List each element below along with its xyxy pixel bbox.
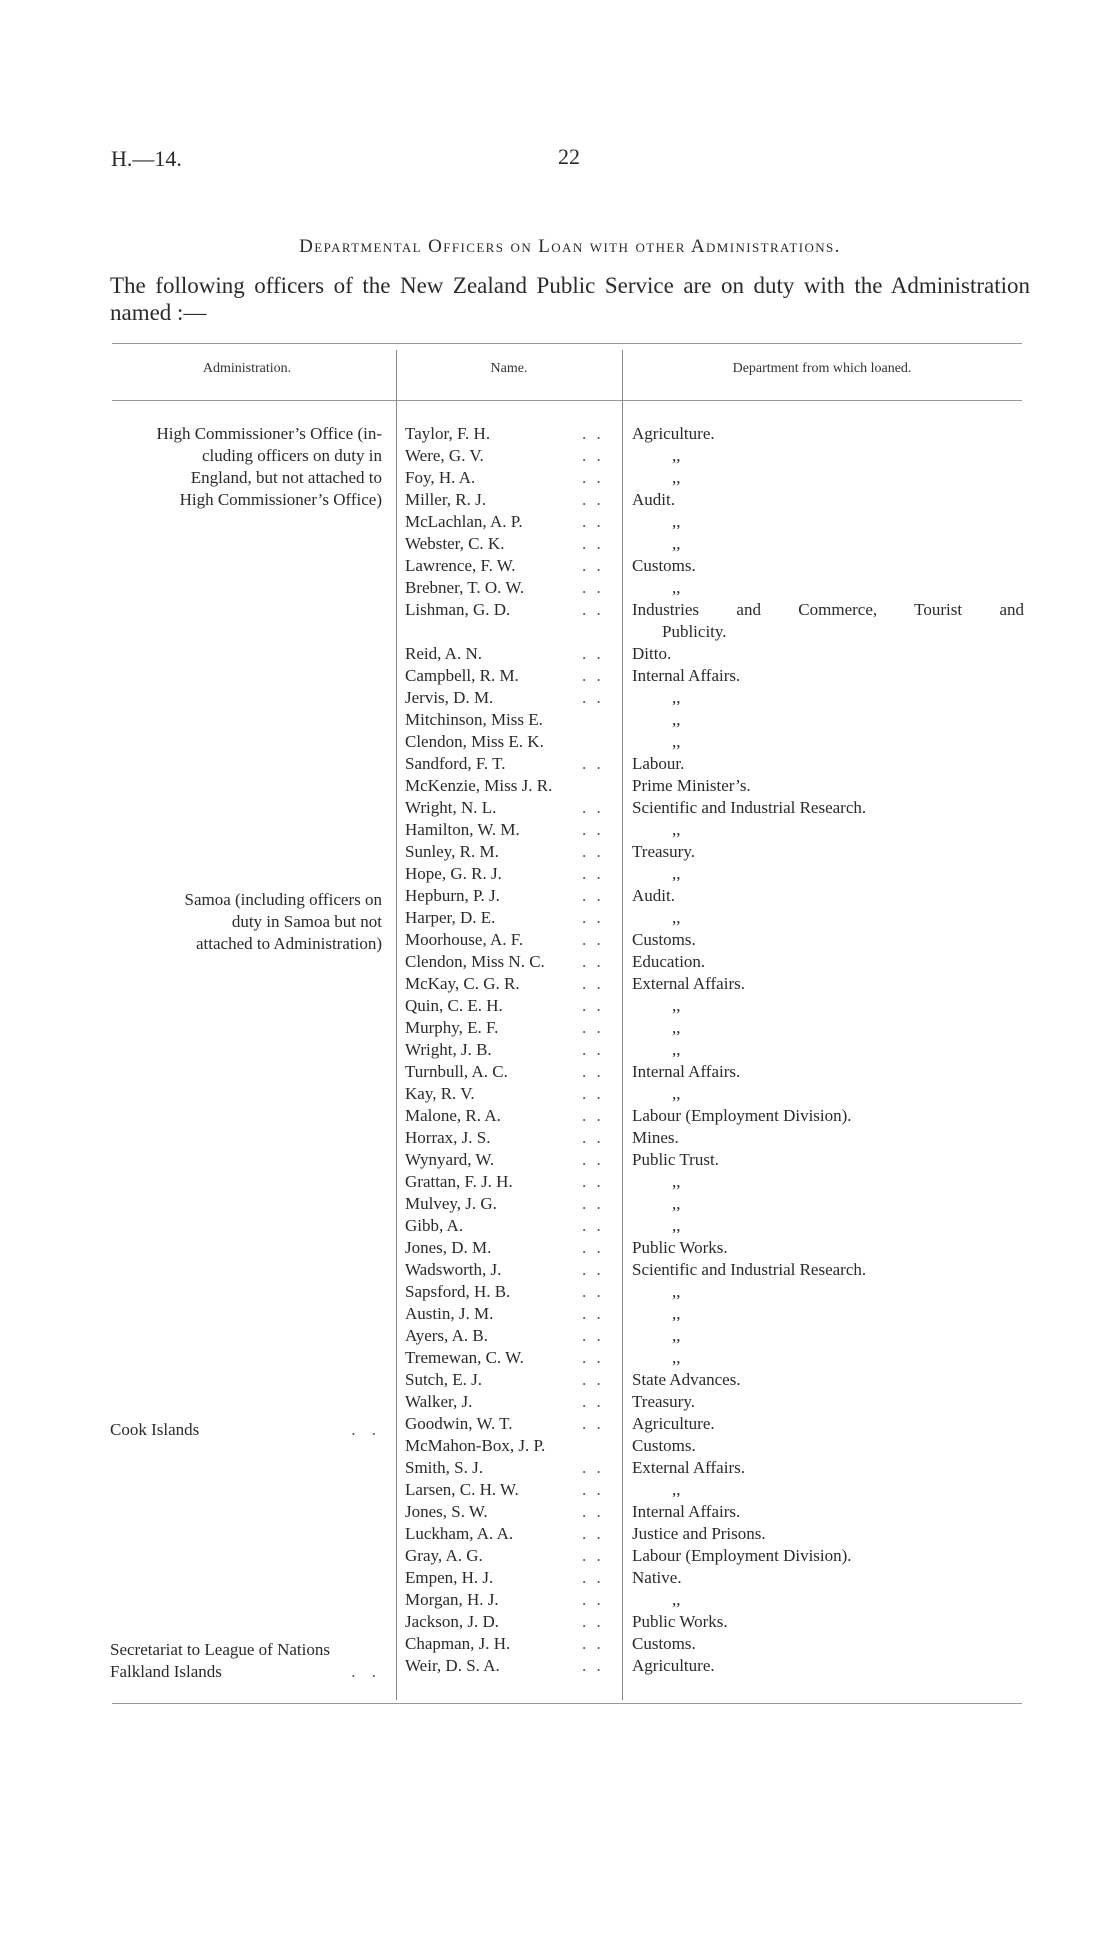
officer-name: Tremewan, C. W. (405, 1348, 524, 1367)
leader-dots: . . (582, 908, 604, 927)
table-row (0, 1039, 1114, 1061)
leader-dots: . . (582, 996, 604, 1015)
department-name: Education. (632, 952, 706, 971)
table-row (0, 775, 1114, 797)
admin-label-line: England, but not attached to (190, 468, 382, 487)
officer-name: Chapman, J. H. (405, 1634, 511, 1653)
ditto-mark: ,, (672, 908, 681, 927)
table-row (0, 1171, 1114, 1193)
ditto-mark: ,, (672, 512, 681, 531)
leader-dots: . . (582, 1194, 604, 1213)
table-row (0, 1127, 1114, 1149)
table-row (0, 1501, 1114, 1523)
department-name: Customs. (632, 556, 696, 575)
officer-name: Malone, R. A. (405, 1106, 501, 1125)
officer-name: Sapsford, H. B. (405, 1282, 511, 1301)
table-row (0, 951, 1114, 973)
leader-dots: . . (582, 1282, 604, 1301)
officer-name: Empen, H. J. (405, 1568, 494, 1587)
officer-name: Lishman, G. D. (405, 600, 511, 619)
department-name: Industries and Commerce, Tourist and (632, 600, 1024, 619)
officer-name: Sandford, F. T. (405, 754, 506, 773)
table-row (0, 1259, 1114, 1281)
officer-name: Sunley, R. M. (405, 842, 499, 861)
department-name: External Affairs. (632, 1458, 745, 1477)
ditto-mark: ,, (672, 688, 681, 707)
leader-dots: . . (582, 1656, 604, 1675)
table-row-continuation (0, 621, 1114, 643)
officer-name: Quin, C. E. H. (405, 996, 503, 1015)
table-row (0, 995, 1114, 1017)
officer-name: Weir, D. S. A. (405, 1656, 500, 1675)
leader-dots: . . (582, 1062, 604, 1081)
leader-dots: . . (582, 798, 604, 817)
ditto-mark: ,, (672, 446, 681, 465)
officer-name: Webster, C. K. (405, 534, 505, 553)
department-name: Justice and Prisons. (632, 1524, 766, 1543)
officer-name: Campbell, R. M. (405, 666, 519, 685)
department-name: Customs. (632, 1436, 696, 1455)
admin-label-line: High Commissioner’s Office) (179, 490, 382, 509)
leader-dots: . . (582, 1260, 604, 1279)
table-row (0, 1237, 1114, 1259)
ditto-mark: ,, (672, 578, 681, 597)
department-name: Treasury. (632, 842, 695, 861)
ditto-mark: ,, (672, 1304, 681, 1323)
table-row (0, 445, 1114, 467)
department-name: Mines. (632, 1128, 679, 1147)
officer-name: Moorhouse, A. F. (405, 930, 524, 949)
ditto-mark: ,, (672, 468, 681, 487)
table-bottom-rule (112, 1703, 1022, 1704)
leader-dots: . . (582, 644, 604, 663)
officer-name: Goodwin, W. T. (405, 1414, 513, 1433)
table-row (0, 1303, 1114, 1325)
officer-name: Grattan, F. J. H. (405, 1172, 513, 1191)
page-number: 22 (558, 144, 580, 169)
department-name: Agriculture. (632, 1414, 715, 1433)
leader-dots: . . (582, 1128, 604, 1147)
table-row (0, 841, 1114, 863)
table-row (0, 687, 1114, 709)
table-row (0, 1105, 1114, 1127)
leader-dots: . . (582, 1502, 604, 1521)
table-row (0, 1391, 1114, 1413)
leader-dots: . . (582, 1106, 604, 1125)
ditto-mark: ,, (672, 820, 681, 839)
leader-dots: . . (582, 600, 604, 619)
leader-dots: . . (582, 930, 604, 949)
officer-name: McLachlan, A. P. (405, 512, 523, 531)
leader-dots: . . (582, 820, 604, 839)
table-row (0, 885, 1114, 907)
table-row (0, 1347, 1114, 1369)
department-name: Public Trust. (632, 1150, 719, 1169)
admin-label-cook-islands: Cook Islands . . (110, 1420, 382, 1439)
officer-name: Murphy, E. F. (405, 1018, 499, 1037)
leader-dots: . . (582, 952, 604, 971)
department-name: Scientific and Industrial Research. (632, 798, 867, 817)
table-row (0, 1017, 1114, 1039)
officer-name: Foy, H. A. (405, 468, 476, 487)
department-name: Ditto. (632, 644, 672, 663)
officer-name: Horrax, J. S. (405, 1128, 491, 1147)
officer-name: McMahon-Box, J. P. (405, 1436, 546, 1455)
department-name: State Advances. (632, 1370, 741, 1389)
officer-name: Ayers, A. B. (405, 1326, 488, 1345)
leader-dots: . . (582, 1326, 604, 1345)
table-row (0, 1655, 1114, 1677)
admin-label-line: Samoa (including officers on (184, 890, 382, 909)
officer-name: Clendon, Miss N. C. (405, 952, 545, 971)
officer-name: Lawrence, F. W. (405, 556, 516, 575)
table-row (0, 731, 1114, 753)
officer-name: Hamilton, W. M. (405, 820, 520, 839)
officer-name: Clendon, Miss E. K. (405, 732, 544, 751)
admin-label-line: cluding officers on duty in (201, 446, 382, 465)
ditto-mark: ,, (672, 534, 681, 553)
officer-name: Mitchinson, Miss E. (405, 710, 543, 729)
leader-dots: . . (582, 1414, 604, 1433)
column-header-department: Department from which loaned. (732, 361, 912, 376)
officer-name: Reid, A. N. (405, 644, 482, 663)
department-name: Internal Affairs. (632, 1062, 741, 1081)
officer-name: Wright, J. B. (405, 1040, 492, 1059)
table-row (0, 1435, 1114, 1457)
table-row (0, 1523, 1114, 1545)
ditto-mark: ,, (672, 1194, 681, 1213)
leader-dots: . . (582, 974, 604, 993)
leader-dots: . . (582, 1392, 604, 1411)
table-top-rule (112, 343, 1022, 344)
department-name: Agriculture. (632, 1656, 715, 1675)
ditto-mark: ,, (672, 732, 681, 751)
department-name: Audit. (632, 886, 675, 905)
officer-name: Brebner, T. O. W. (405, 578, 525, 597)
officer-name: Miller, R. J. (405, 490, 487, 509)
table-row (0, 863, 1114, 885)
table-row (0, 1633, 1114, 1655)
table-row (0, 511, 1114, 533)
leader-dots: . . (582, 1546, 604, 1565)
table-row (0, 1567, 1114, 1589)
officer-name: McKay, C. G. R. (405, 974, 520, 993)
table-row (0, 1215, 1114, 1237)
leader-dots: . . (582, 1568, 604, 1587)
leader-dots: . . (582, 886, 604, 905)
document-reference: H.—14. (111, 146, 182, 171)
admin-label-line: High Commissioner’s Office (in- (156, 424, 382, 443)
table-row (0, 753, 1114, 775)
department-name: Prime Minister’s. (632, 776, 751, 795)
column-header-administration: Administration. (202, 361, 292, 376)
table-row (0, 467, 1114, 489)
table-row (0, 1589, 1114, 1611)
table-row (0, 709, 1114, 731)
leader-dots: . . (582, 578, 604, 597)
leader-dots: . . (582, 1150, 604, 1169)
leader-dots: . . (582, 1348, 604, 1367)
leader-dots: . . (582, 1084, 604, 1103)
leader-dots: . . (582, 666, 604, 685)
leader-dots: . . (582, 1524, 604, 1543)
ditto-mark: ,, (672, 996, 681, 1015)
leader-dots: . . (582, 1480, 604, 1499)
table-row (0, 643, 1114, 665)
department-name: Labour (Employment Division). (632, 1546, 852, 1565)
table-row (0, 1281, 1114, 1303)
department-name-continued: Publicity. (662, 622, 727, 641)
table-row (0, 1457, 1114, 1479)
officer-name: Were, G. V. (405, 446, 484, 465)
ditto-mark: ,, (672, 1348, 681, 1367)
officer-name: Gray, A. G. (405, 1546, 483, 1565)
leader-dots: . . (582, 842, 604, 861)
table-row (0, 1083, 1114, 1105)
officer-name: Harper, D. E. (405, 908, 496, 927)
department-name: Audit. (632, 490, 675, 509)
leader-dots: . . (582, 490, 604, 509)
officer-name: McKenzie, Miss J. R. (405, 776, 553, 795)
officer-name: Luckham, A. A. (405, 1524, 514, 1543)
ditto-mark: ,, (672, 1172, 681, 1191)
table-header-rule (112, 400, 1022, 401)
table-row (0, 577, 1114, 599)
table-row (0, 797, 1114, 819)
leader-dots: . . (582, 534, 604, 553)
department-name: Labour (Employment Division). (632, 1106, 852, 1125)
admin-label-league-of-nations: Secretariat to League of Nations (110, 1640, 330, 1659)
officer-name: Wright, N. L. (405, 798, 497, 817)
page-title: Departmental Officers on Loan with other Administrations. (299, 236, 841, 257)
leader-dots: . . (582, 1634, 604, 1653)
department-name: Native. (632, 1568, 682, 1587)
officer-name: Jackson, J. D. (405, 1612, 499, 1631)
table-row (0, 489, 1114, 511)
table-row (0, 423, 1114, 445)
department-name: Labour. (632, 754, 685, 773)
leader-dots: . . (582, 1238, 604, 1257)
department-name: Treasury. (632, 1392, 695, 1411)
officer-name: Kay, R. V. (405, 1084, 475, 1103)
ditto-mark: ,, (672, 864, 681, 883)
table-row (0, 1149, 1114, 1171)
table-row (0, 665, 1114, 687)
leader-dots: . . (582, 1612, 604, 1631)
intro-paragraph: The following officers of the New Zealand Public Service are on duty with the Administration named :— (110, 273, 1030, 325)
officer-name: Morgan, H. J. (405, 1590, 499, 1609)
officer-name: Jones, S. W. (405, 1502, 488, 1521)
officer-name: Jones, D. M. (405, 1238, 492, 1257)
leader-dots: . . (582, 754, 604, 773)
admin-label-falkland-islands: Falkland Islands . . (110, 1662, 382, 1681)
ditto-mark: ,, (672, 1084, 681, 1103)
department-name: Internal Affairs. (632, 666, 741, 685)
officer-name: Wadsworth, J. (405, 1260, 502, 1279)
leader-dots: . . (582, 556, 604, 575)
table-row (0, 1325, 1114, 1347)
table-row (0, 819, 1114, 841)
department-name: Agriculture. (632, 424, 715, 443)
table-row (0, 1061, 1114, 1083)
table-row (0, 1611, 1114, 1633)
table-row (0, 533, 1114, 555)
table-row (0, 1369, 1114, 1391)
ditto-mark: ,, (672, 1326, 681, 1345)
table-row (0, 1413, 1114, 1435)
leader-dots: . . (582, 468, 604, 487)
department-name: Customs. (632, 930, 696, 949)
table-row (0, 599, 1114, 621)
officer-name: Hepburn, P. J. (405, 886, 500, 905)
ditto-mark: ,, (672, 1282, 681, 1301)
admin-label-line: attached to Administration) (195, 934, 382, 953)
ditto-mark: ,, (672, 1216, 681, 1235)
department-name: External Affairs. (632, 974, 745, 993)
table-row (0, 929, 1114, 951)
leader-dots: . . (582, 1370, 604, 1389)
column-header-name: Name. (490, 361, 528, 376)
department-name: Internal Affairs. (632, 1502, 741, 1521)
ditto-mark: ,, (672, 1590, 681, 1609)
officer-name: Turnbull, A. C. (405, 1062, 508, 1081)
table-row (0, 555, 1114, 577)
officer-name: Mulvey, J. G. (405, 1194, 497, 1213)
leader-dots: . . (582, 1172, 604, 1191)
leader-dots: . . (582, 446, 604, 465)
leader-dots: . . (582, 688, 604, 707)
leader-dots: . . (582, 512, 604, 531)
table-row (0, 1545, 1114, 1567)
leader-dots: . . (582, 1018, 604, 1037)
admin-label-line: duty in Samoa but not (231, 912, 382, 931)
leader-dots: . . (582, 1304, 604, 1323)
leader-dots: . . (582, 1040, 604, 1059)
ditto-mark: ,, (672, 1480, 681, 1499)
officer-name: Gibb, A. (405, 1216, 464, 1235)
leader-dots: . . (582, 1590, 604, 1609)
ditto-mark: ,, (672, 1040, 681, 1059)
leader-dots: . . (582, 864, 604, 883)
ditto-mark: ,, (672, 1018, 681, 1037)
table-row (0, 973, 1114, 995)
officer-name: Smith, S. J. (405, 1458, 483, 1477)
officer-name: Walker, J. (405, 1392, 473, 1411)
department-name: Scientific and Industrial Research. (632, 1260, 867, 1279)
officer-name: Taylor, F. H. (405, 424, 491, 443)
officer-name: Austin, J. M. (405, 1304, 494, 1323)
officer-name: Sutch, E. J. (405, 1370, 482, 1389)
department-name: Public Works. (632, 1238, 728, 1257)
officer-name: Larsen, C. H. W. (405, 1480, 519, 1499)
officer-name: Wynyard, W. (405, 1150, 495, 1169)
officer-name: Jervis, D. M. (405, 688, 494, 707)
leader-dots: . . (582, 1458, 604, 1477)
table-row (0, 907, 1114, 929)
department-name: Customs. (632, 1634, 696, 1653)
leader-dots: . . (582, 424, 604, 443)
officer-name: Hope, G. R. J. (405, 864, 502, 883)
ditto-mark: ,, (672, 710, 681, 729)
leader-dots: . . (582, 1216, 604, 1235)
department-name: Public Works. (632, 1612, 728, 1631)
table-row (0, 1479, 1114, 1501)
table-row (0, 1193, 1114, 1215)
